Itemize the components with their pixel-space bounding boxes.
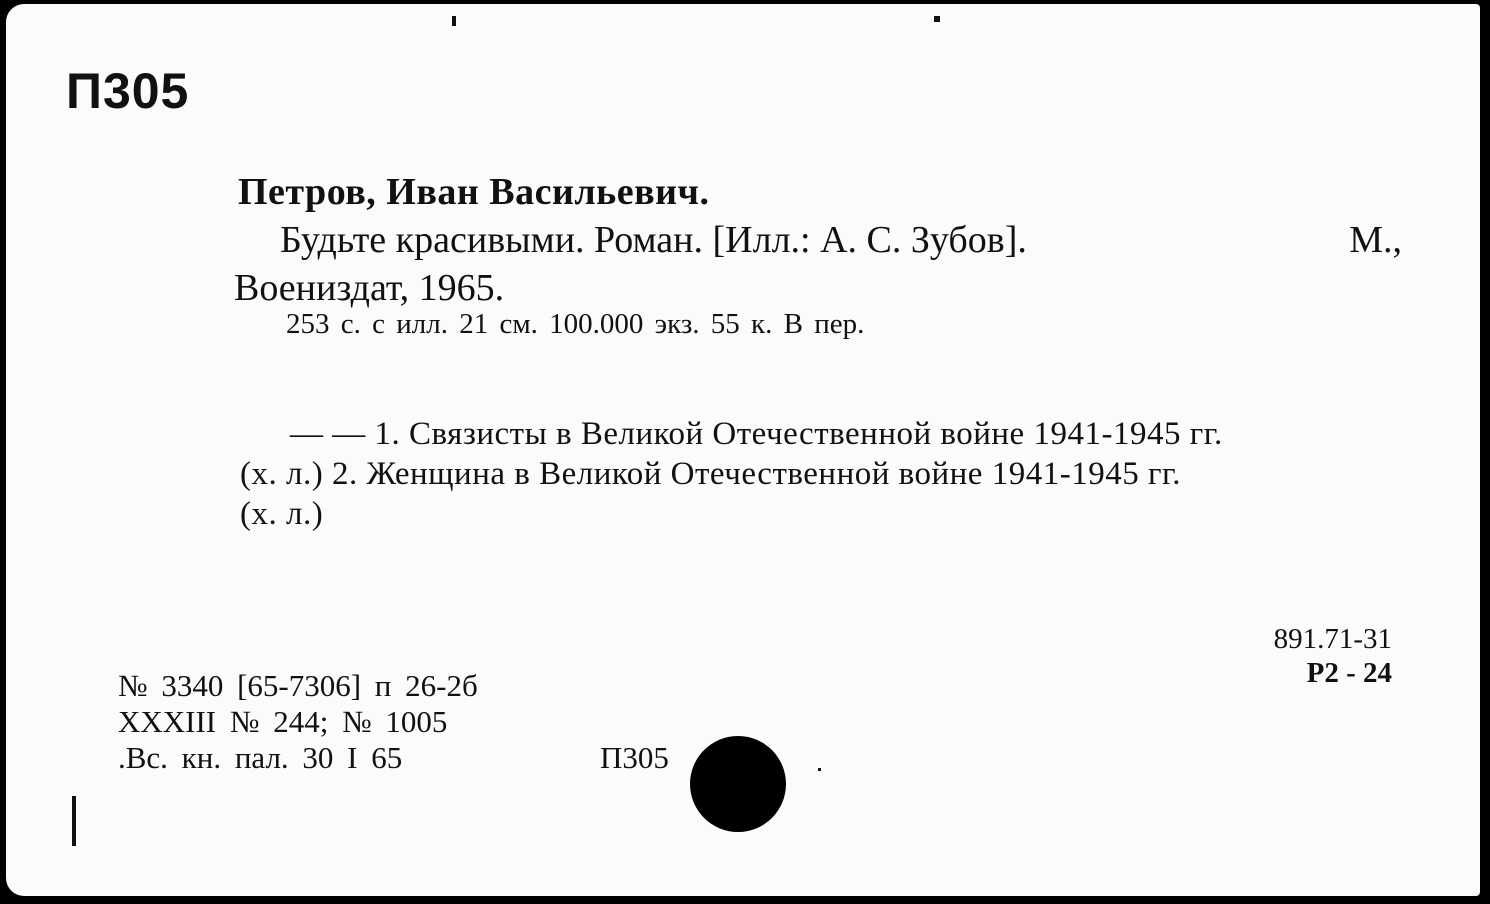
ink-speck: [934, 16, 940, 22]
ink-speck: [818, 768, 821, 771]
subject-line-2: (х. л.) 2. Женщина в Великой Отечественной войне 1941-1945 гг.: [240, 456, 1182, 492]
subject-line-1: — — 1. Связисты в Великой Отечественной войне 1941-1945 гг.: [290, 416, 1223, 452]
punch-hole: [690, 736, 786, 832]
udc-code: 891.71-31: [1273, 623, 1392, 655]
publisher-year: Воениздат, 1965.: [234, 267, 505, 309]
publication-place: М.,: [1349, 219, 1402, 261]
title-statement: Будьте красивыми. Роман. [Илл.: А. С. Зубов].: [280, 219, 1027, 261]
author-heading: Петров, Иван Васильевич.: [238, 171, 710, 213]
reference-line-3: .Вс. кн. пал. 30 I 65: [118, 740, 403, 775]
reference-line-2: XXXIII № 244; № 1005: [118, 704, 448, 739]
physical-description: 253 с. с илл. 21 см. 100.000 экз. 55 к. В пер.: [286, 308, 865, 340]
subject-line-3: (х. л.): [240, 496, 324, 532]
bbk-code: Р2 - 24: [1306, 657, 1392, 689]
ink-speck: [452, 16, 456, 26]
reference-line-1: № 3340 [65-7306] п 26-2б: [118, 668, 478, 703]
classification-block: [1274, 622, 1392, 690]
reference-card-code: П305: [600, 740, 669, 775]
catalog-card: [6, 4, 1480, 896]
handwritten-call-number: П305: [66, 63, 190, 119]
subject-headings: [240, 414, 1400, 534]
margin-mark: [72, 796, 76, 846]
